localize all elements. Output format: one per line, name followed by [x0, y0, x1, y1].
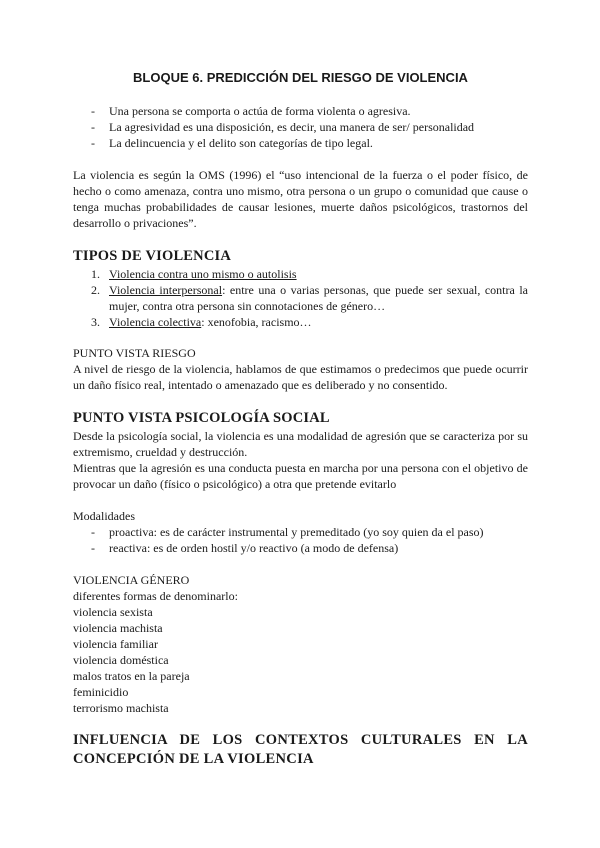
modalidades-list: [73, 524, 528, 556]
influencia-heading-line-2: CONCEPCIÓN DE LA VIOLENCIA: [73, 751, 314, 767]
list-item: - proactiva: es de carácter instrumental y premeditado (yo soy quien da el paso): [73, 524, 528, 540]
genero-section: [73, 572, 528, 716]
list-item: [73, 282, 528, 314]
psicologia-heading: PUNTO VISTA PSICOLOGÍA SOCIAL: [73, 410, 330, 426]
item-number: 1.: [91, 267, 100, 281]
riesgo-section: [73, 345, 528, 393]
psicologia-para-1: Desde la psicología social, la violencia es una modalidad de agresión que se caracteriza por su extremismo, crueldad y destrucción.: [73, 429, 528, 459]
item-number: 3.: [91, 315, 100, 329]
list-item: - reactiva: es de orden hostil y/o reactivo (a modo de defensa): [73, 540, 528, 556]
list-item: terrorismo machista: [73, 701, 169, 715]
item-number: 2.: [91, 283, 100, 297]
influencia-heading-line-1: INFLUENCIA DE LOS CONTEXTOS CULTURALES EN LA: [73, 732, 528, 748]
tipos-section: [73, 248, 528, 330]
list-item: violencia sexista: [73, 605, 153, 619]
list-item: malos tratos en la pareja: [73, 669, 190, 683]
psicologia-section: [73, 410, 528, 492]
item-desc: : entre una o varias personas, que puede ser sexual, contra la mujer, contra otra persona sin connotaciones de género…: [109, 283, 528, 313]
list-item: violencia familiar: [73, 637, 158, 651]
item-term: Violencia interpersonal: [109, 283, 223, 297]
modalidades-section: [73, 508, 528, 556]
oms-definition: La violencia es según la OMS (1996) el “uso intencional de la fuerza o el poder físico, de hecho o como amenaza, contra uno mismo, otra persona o un grupo o comunidad que cause o tenga muchas probabilidades de causar lesiones, muerte daños psicológicos, trastornos del desarrollo o privaciones”.: [73, 168, 528, 230]
list-item: - La agresividad es una disposición, es decir, una manera de ser/ personalidad: [73, 119, 528, 135]
riesgo-heading: PUNTO VISTA RIESGO: [73, 346, 196, 360]
intro-list: [73, 103, 528, 151]
list-item: - Una persona se comporta o actúa de forma violenta o agresiva.: [73, 103, 528, 119]
genero-subheading: diferentes formas de denominarlo:: [73, 589, 238, 603]
list-item: [73, 314, 528, 330]
modalidades-heading: Modalidades: [73, 509, 135, 523]
list-item: [73, 266, 528, 282]
item-term: Violencia colectiva: [109, 315, 202, 329]
psicologia-para-2: Mientras que la agresión es una conducta puesta en marcha por una persona con el objetivo de provocar un daño (físico o psicológico) a otra que pretende evitarlo: [73, 461, 528, 491]
item-term: Violencia contra uno mismo o autolisis: [109, 267, 297, 281]
list-item: violencia doméstica: [73, 653, 169, 667]
influencia-section: [73, 731, 528, 769]
tipos-heading: TIPOS DE VIOLENCIA: [73, 248, 232, 264]
riesgo-text: A nivel de riesgo de la violencia, hablamos de que estimamos o predecimos que puede ocurrir un daño físico real, intentado o amenazado que es deliberado y no consentido.: [73, 362, 528, 392]
list-item: feminicidio: [73, 685, 129, 699]
oms-definition-block: [73, 167, 528, 231]
genero-heading: VIOLENCIA GÉNERO: [73, 573, 190, 587]
list-item: - La delincuencia y el delito son categorías de tipo legal.: [73, 135, 528, 151]
page-title: BLOQUE 6. PREDICCIÓN DEL RIESGO DE VIOLENCIA: [133, 70, 468, 85]
intro-list-block: [73, 103, 528, 151]
item-desc: : xenofobia, racismo…: [201, 315, 312, 329]
tipos-list: [73, 266, 528, 330]
list-item: violencia machista: [73, 621, 163, 635]
